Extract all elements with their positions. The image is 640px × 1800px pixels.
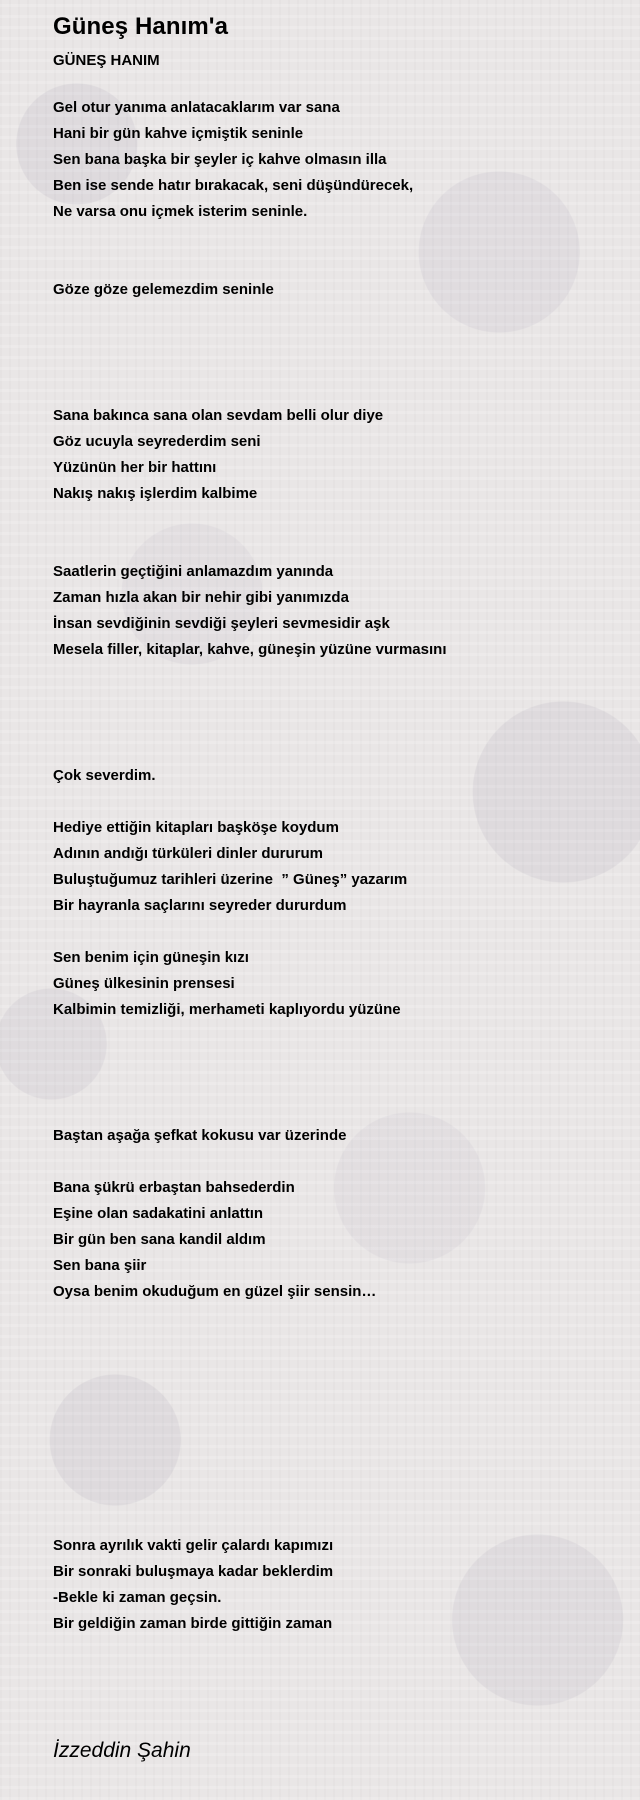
poem-line: Sonra ayrılık vakti gelir çalardı kapımızı <box>53 1537 334 1554</box>
poem-line: Ne varsa onu içmek isterim seninle. <box>53 203 308 220</box>
poem-line: Hediye ettiğin kitapları başköşe koydum <box>53 819 339 836</box>
poem-line: Bir sonraki buluşmaya kadar beklerdim <box>53 1563 334 1580</box>
poem-line: Adının andığı türküleri dinler dururum <box>53 845 324 862</box>
poem-line: Çok severdim. <box>53 767 156 784</box>
poem-line: Sen bana şiir <box>53 1257 147 1274</box>
poem-line: Hani bir gün kahve içmiştik seninle <box>53 125 304 142</box>
poem-author: İzzeddin Şahin <box>53 1739 191 1762</box>
poem-line: Mesela filler, kitaplar, kahve, güneşin yüzüne vurmasını <box>53 641 447 658</box>
poem-line: Göze göze gelemezdim seninle <box>53 281 274 298</box>
poem-line: Zaman hızla akan bir nehir gibi yanımızda <box>53 589 349 606</box>
poem-line: Sen benim için güneşin kızı <box>53 949 249 966</box>
poem-line: Bana şükrü erbaştan bahsederdin <box>53 1179 295 1196</box>
stanza-3 <box>53 403 623 507</box>
poem-subtitle: GÜNEŞ HANIM <box>53 52 160 69</box>
stanza-1 <box>53 95 623 225</box>
poem-line: Baştan aşağa şefkat kokusu var üzerinde <box>53 1127 347 1144</box>
poem-line: Eşine olan sadakatini anlattın <box>53 1205 264 1222</box>
poem-line: Oysa benim okuduğum en güzel şiir sensin… <box>53 1283 377 1300</box>
poem-title: Güneş Hanım'a <box>53 13 229 40</box>
poem-line: Kalbimin temizliği, merhameti kaplıyordu yüzüne <box>53 1001 401 1018</box>
poem-line: Bir geldiğin zaman birde gittiğin zaman <box>53 1615 333 1632</box>
poem-line: Bir hayranla saçlarını seyreder dururdum <box>53 897 347 914</box>
poem-line: Ben ise sende hatır bırakacak, seni düşündürecek, <box>53 177 414 194</box>
poem-line: Saatlerin geçtiğini anlamazdım yanında <box>53 563 334 580</box>
poem-line: Sana bakınca sana olan sevdam belli olur diye <box>53 407 384 424</box>
stanza-2 <box>53 277 623 303</box>
poem-line: İnsan sevdiğinin sevdiği şeyleri sevmesidir aşk <box>53 615 390 632</box>
stanza-4 <box>53 559 623 663</box>
poem-line: Yüzünün her bir hattını <box>53 459 217 476</box>
poem-line: -Bekle ki zaman geçsin. <box>53 1589 222 1606</box>
stanza-10 <box>53 1533 623 1637</box>
poem-line: Güneş ülkesinin prensesi <box>53 975 235 992</box>
poem-line: Buluştuğumuz tarihleri üzerine ” Güneş” yazarım <box>53 871 408 888</box>
stanza-5 <box>53 763 623 789</box>
stanza-8 <box>53 1123 623 1149</box>
poem-line: Gel otur yanıma anlatacaklarım var sana <box>53 99 340 116</box>
stanza-9 <box>53 1175 623 1305</box>
stanza-7 <box>53 945 623 1023</box>
poem-line: Sen bana başka bir şeyler iç kahve olmasın illa <box>53 151 387 168</box>
poem-line: Göz ucuyla seyrederdim seni <box>53 433 261 450</box>
stanza-6 <box>53 815 623 919</box>
poem-container <box>53 10 623 1637</box>
poem-line: Nakış nakış işlerdim kalbime <box>53 485 258 502</box>
poem-line: Bir gün ben sana kandil aldım <box>53 1231 266 1248</box>
